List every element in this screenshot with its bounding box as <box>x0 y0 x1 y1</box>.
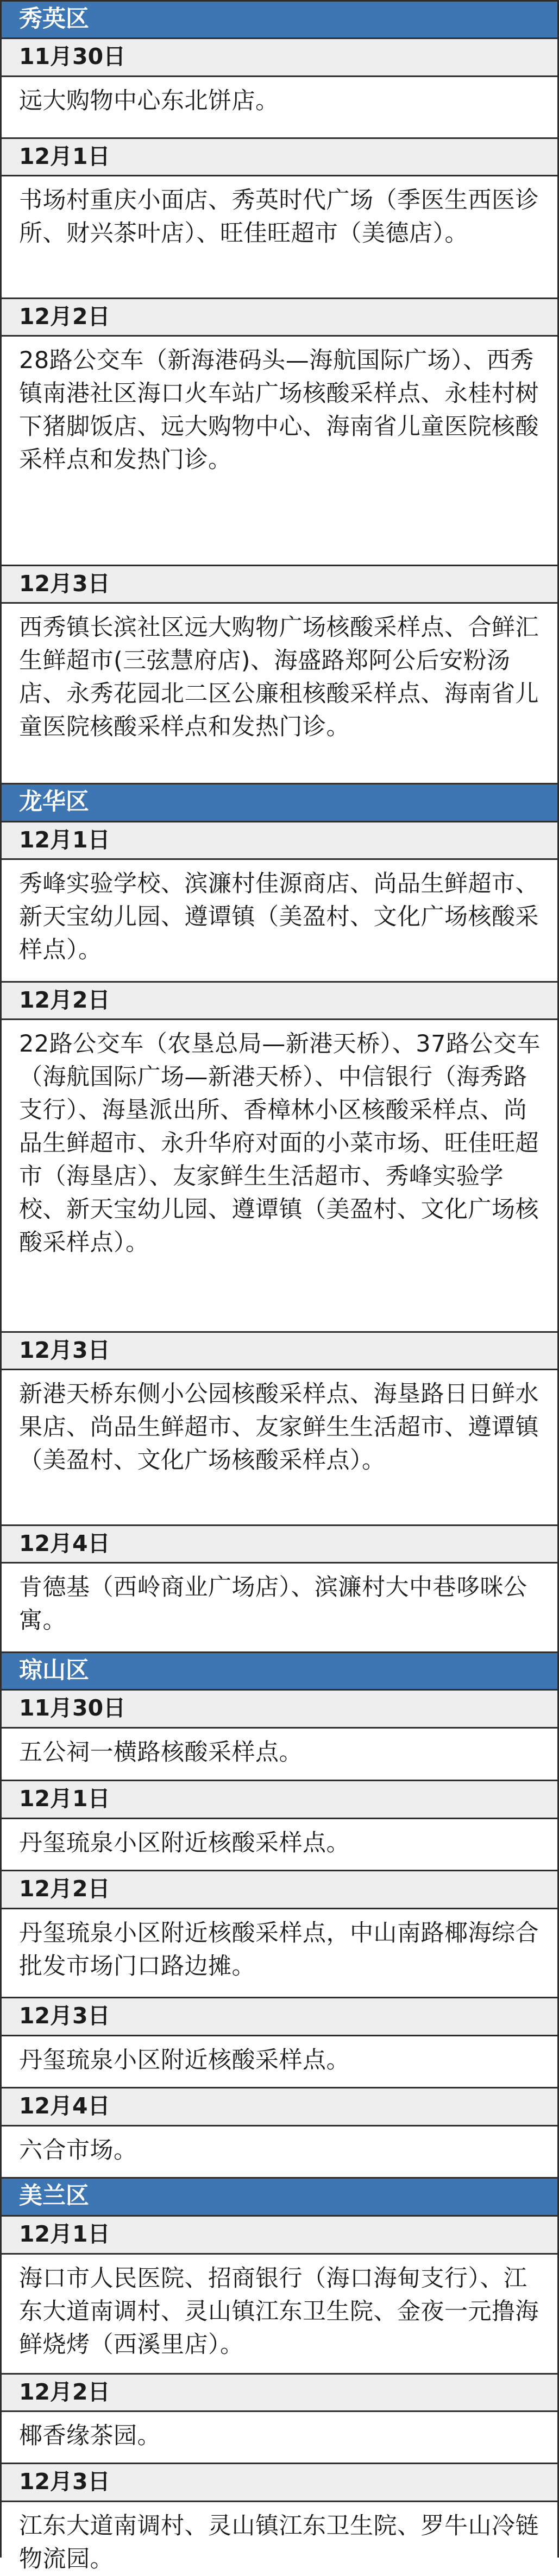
date-row <box>2 2217 557 2255</box>
locations-cell: 秀峰实验学校、滨濂村佳源商店、尚品生鲜超市、新天宝幼儿园、遵谭镇（美盈村、文化广场核酸采样点）。 <box>2 860 557 983</box>
date-label: 12月2日 <box>19 2379 110 2405</box>
locations-cell: 五公祠一横路核酸采样点。 <box>2 1729 557 1781</box>
district-header-xiuying <box>2 2 557 39</box>
date-row <box>2 983 557 1020</box>
locations-cell: 22路公交车（农垦总局—新港天桥）、37路公交车（海航国际广场—新港天桥）、中信银行（海秀路支行）、海垦派出所、香樟林小区核酸采样点、尚品生鲜超市、永升华府对面的小菜市场、旺佳旺超市（海垦店）、友家鲜生生活超市、秀峰实验学校、新天宝幼儿园、遵谭镇（美盈村、文化广场核酸采样点）。 <box>2 1020 557 1333</box>
date-row <box>2 299 557 337</box>
date-label: 12月3日 <box>19 1337 110 1363</box>
locations-cell: 西秀镇长滨社区远大购物广场核酸采样点、合鲜汇生鲜超市(三弦慧府店)、海盛路郑阿公后安粉汤店、永秀花园北二区公廉租核酸采样点、海南省儿童医院核酸采样点和发热门诊。 <box>2 604 557 784</box>
district-header-longhua <box>2 784 557 822</box>
district-label: 琼山区 <box>19 1657 89 1684</box>
date-row <box>2 1998 557 2036</box>
date-label: 12月3日 <box>19 2003 110 2029</box>
locations-cell: 28路公交车（新海港码头—海航国际广场）、西秀镇南港社区海口火车站广场核酸采样点、永桂村树下猪脚饭店、远大购物中心、海南省儿童医院核酸采样点和发热门诊。 <box>2 337 557 566</box>
date-label: 12月1日 <box>19 143 110 169</box>
date-label: 12月4日 <box>19 2093 110 2119</box>
date-label: 12月1日 <box>19 827 110 853</box>
district-label: 龙华区 <box>19 788 89 815</box>
date-row <box>2 2464 557 2502</box>
locations-cell: 新港天桥东侧小公园核酸采样点、海垦路日日鲜水果店、尚品生鲜超市、友家鲜生生活超市、遵谭镇（美盈村、文化广场核酸采样点）。 <box>2 1370 557 1526</box>
locations-cell: 丹玺琉泉小区附近核酸采样点。 <box>2 2036 557 2088</box>
locations-cell: 椰香缘茶园。 <box>2 2412 557 2464</box>
date-row <box>2 1526 557 1564</box>
locations-cell: 丹玺琉泉小区附近核酸采样点。 <box>2 1819 557 1871</box>
date-row <box>2 2375 557 2412</box>
date-row <box>2 1333 557 1370</box>
district-header-meilan <box>2 2179 557 2217</box>
date-row <box>2 1781 557 1819</box>
date-label: 12月1日 <box>19 1786 110 1812</box>
date-label: 12月2日 <box>19 303 110 330</box>
date-row <box>2 566 557 604</box>
locations-cell: 海口市人民医院、招商银行（海口海甸支行）、江东大道南调村、灵山镇江东卫生院、金夜一元撸海鲜烧烤（西溪里店）。 <box>2 2255 557 2375</box>
date-label: 12月1日 <box>19 2221 110 2247</box>
date-label: 12月2日 <box>19 987 110 1013</box>
locations-cell: 肯德基（西岭商业广场店）、滨濂村大中巷哆咪公寓。 <box>2 1564 557 1653</box>
district-header-qiongshan <box>2 1653 557 1691</box>
district-label: 美兰区 <box>19 2182 89 2210</box>
date-label: 12月3日 <box>19 571 110 597</box>
locations-cell: 远大购物中心东北饼店。 <box>2 77 557 139</box>
date-label: 12月4日 <box>19 1530 110 1556</box>
date-label: 12月3日 <box>19 2469 110 2495</box>
date-row <box>2 1871 557 1909</box>
date-row <box>2 822 557 860</box>
locations-cell: 书场村重庆小面店、秀英时代广场（季医生西医诊所、财兴茶叶店）、旺佳旺超市（美德店）。 <box>2 176 557 299</box>
locations-cell: 六合市场。 <box>2 2126 557 2179</box>
date-label: 11月30日 <box>19 1695 126 1721</box>
date-row <box>2 1691 557 1729</box>
date-label: 11月30日 <box>19 43 126 69</box>
locations-cell: 江东大道南调村、灵山镇江东卫生院、罗牛山冷链物流园。 <box>2 2502 557 2559</box>
district-label: 秀英区 <box>19 5 89 33</box>
locations-cell: 丹玺琉泉小区附近核酸采样点，中山南路椰海综合批发市场门口路边摊。 <box>2 1909 557 1998</box>
date-row <box>2 2088 557 2126</box>
date-row <box>2 39 557 77</box>
date-label: 12月2日 <box>19 1876 110 1902</box>
date-row <box>2 139 557 176</box>
